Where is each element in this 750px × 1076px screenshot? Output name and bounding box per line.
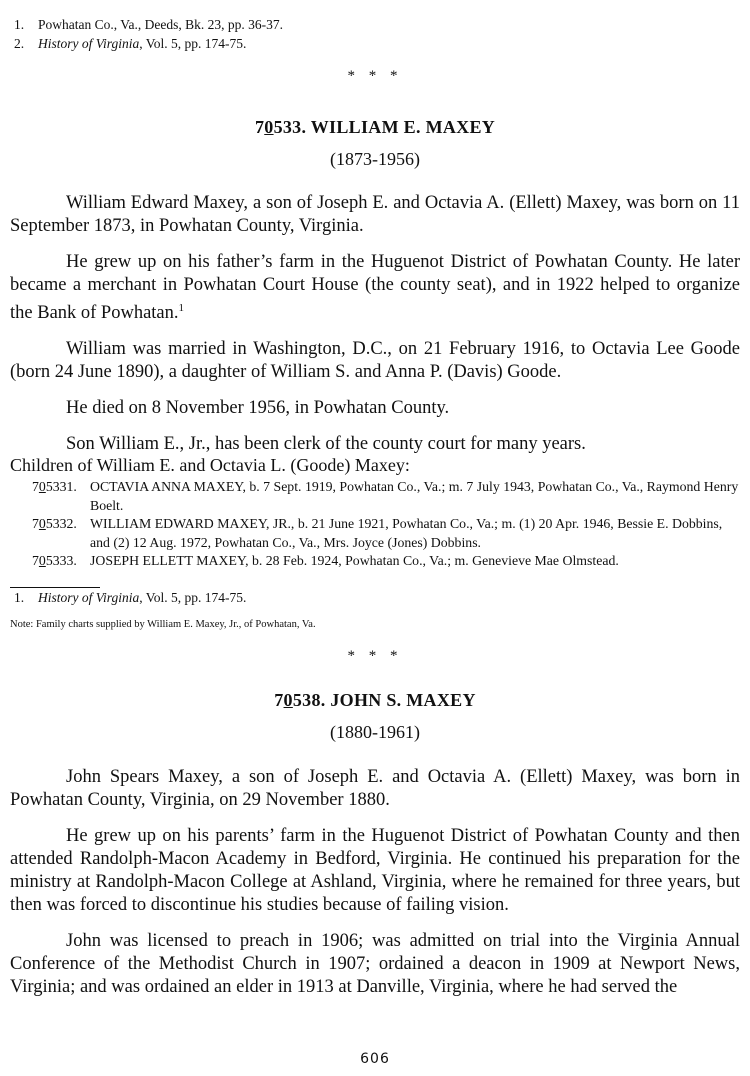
child-number: 705332. [32, 516, 77, 531]
list-item: 705331. OCTAVIA ANNA MAXEY, b. 7 Sept. 1919, Powhatan Co., Va.; m. 7 July 1943, Powhatan Co., Va., Raymond Henry Boelt. [32, 479, 739, 513]
source-note: Note: Family charts supplied by William E. Maxey, Jr., of Powhatan, Va. [10, 619, 316, 630]
child-number: 705333. [32, 553, 77, 568]
paragraph: Son William E., Jr., has been clerk of the county court for many years. [66, 434, 586, 455]
life-dates: (1880-1961) [330, 722, 420, 742]
biography-text [10, 192, 740, 456]
person-name: JOHN S. MAXEY [330, 690, 476, 710]
paragraph: He grew up on his parents’ farm in the Huguenot District of Powhatan County and then attended Randolph-Macon Academy in Bedford, Virginia. He continued his preparation for the ministry at Randolph-Macon College at Ashland, Virginia, where he remained for three years, but then was forced to discontinue his studies because of failing vision. [10, 826, 740, 915]
section-separator: * * * [347, 68, 403, 84]
list-item: 705333. JOSEPH ELLETT MAXEY, b. 28 Feb. 1924, Powhatan Co., Va.; m. Genevieve Mae Olmstead. [32, 552, 742, 571]
paragraph: William was married in Washington, D.C., on 21 February 1916, to Octavia Lee Goode (born 24 June 1890), a daughter of William S. and Anna P. (Davis) Goode. [10, 339, 740, 383]
paragraph: William Edward Maxey, a son of Joseph E. and Octavia A. (Ellett) Maxey, was born on 11 September 1873, in Powhatan County, Virginia. [10, 193, 740, 236]
section-heading [0, 117, 750, 138]
paragraph: John was licensed to preach in 1906; was admitted on trial into the Virginia Annual Conference of the Methodist Church in 1907; ordained a deacon in 1909 at Newport News, Virginia; and was ordained an elder in 1913 at Danville, Virginia, where he had served the [10, 931, 740, 997]
children-list [32, 478, 742, 571]
section-separator: * * * [347, 648, 403, 664]
footnote-marker: 1 [178, 302, 185, 314]
top-footnote-1: 1. Powhatan Co., Va., Deeds, Bk. 23, pp. 36-37. [14, 17, 283, 32]
footnote-rule [10, 587, 100, 588]
top-footnote-2: 2. History of Virginia, Vol. 5, pp. 174-75. [14, 36, 247, 51]
page-number: 606 [360, 1051, 390, 1067]
list-item: 705332. WILLIAM EDWARD MAXEY, JR., b. 21 June 1921, Powhatan Co., Va.; m. (1) 20 Apr. 1946, Bessie E. Dobbins, and (2) 12 Aug. 1972, Powhatan Co., Va., Mrs. Joyce (Jones) Dobbins. [32, 516, 723, 550]
life-dates: (1873-1956) [330, 149, 420, 169]
paragraph: He died on 8 November 1956, in Powhatan County. [66, 398, 450, 419]
entry-number: 70538. [274, 690, 326, 710]
children-heading: Children of William E. and Octavia L. (Goode) Maxey: [10, 455, 410, 475]
biography-text [10, 766, 740, 999]
section-heading [0, 690, 750, 711]
child-number: 705331. [32, 479, 77, 494]
entry-number: 70533. [254, 117, 307, 137]
person-name: WILLIAM E. MAXEY [310, 117, 496, 137]
section-footnote: 1. History of Virginia, Vol. 5, pp. 174-75. [14, 590, 247, 605]
paragraph: He grew up on his father’s farm in the Huguenot District of Powhatan County. He later became a merchant in Powhatan Court House (the county seat), and in 1922 helped to organize the Bank of Powhatan.$^1$ [10, 252, 740, 324]
paragraph: John Spears Maxey, a son of Joseph E. and Octavia A. (Ellett) Maxey, was born in Powhatan County, Virginia, on 29 November 1880. [10, 767, 740, 810]
